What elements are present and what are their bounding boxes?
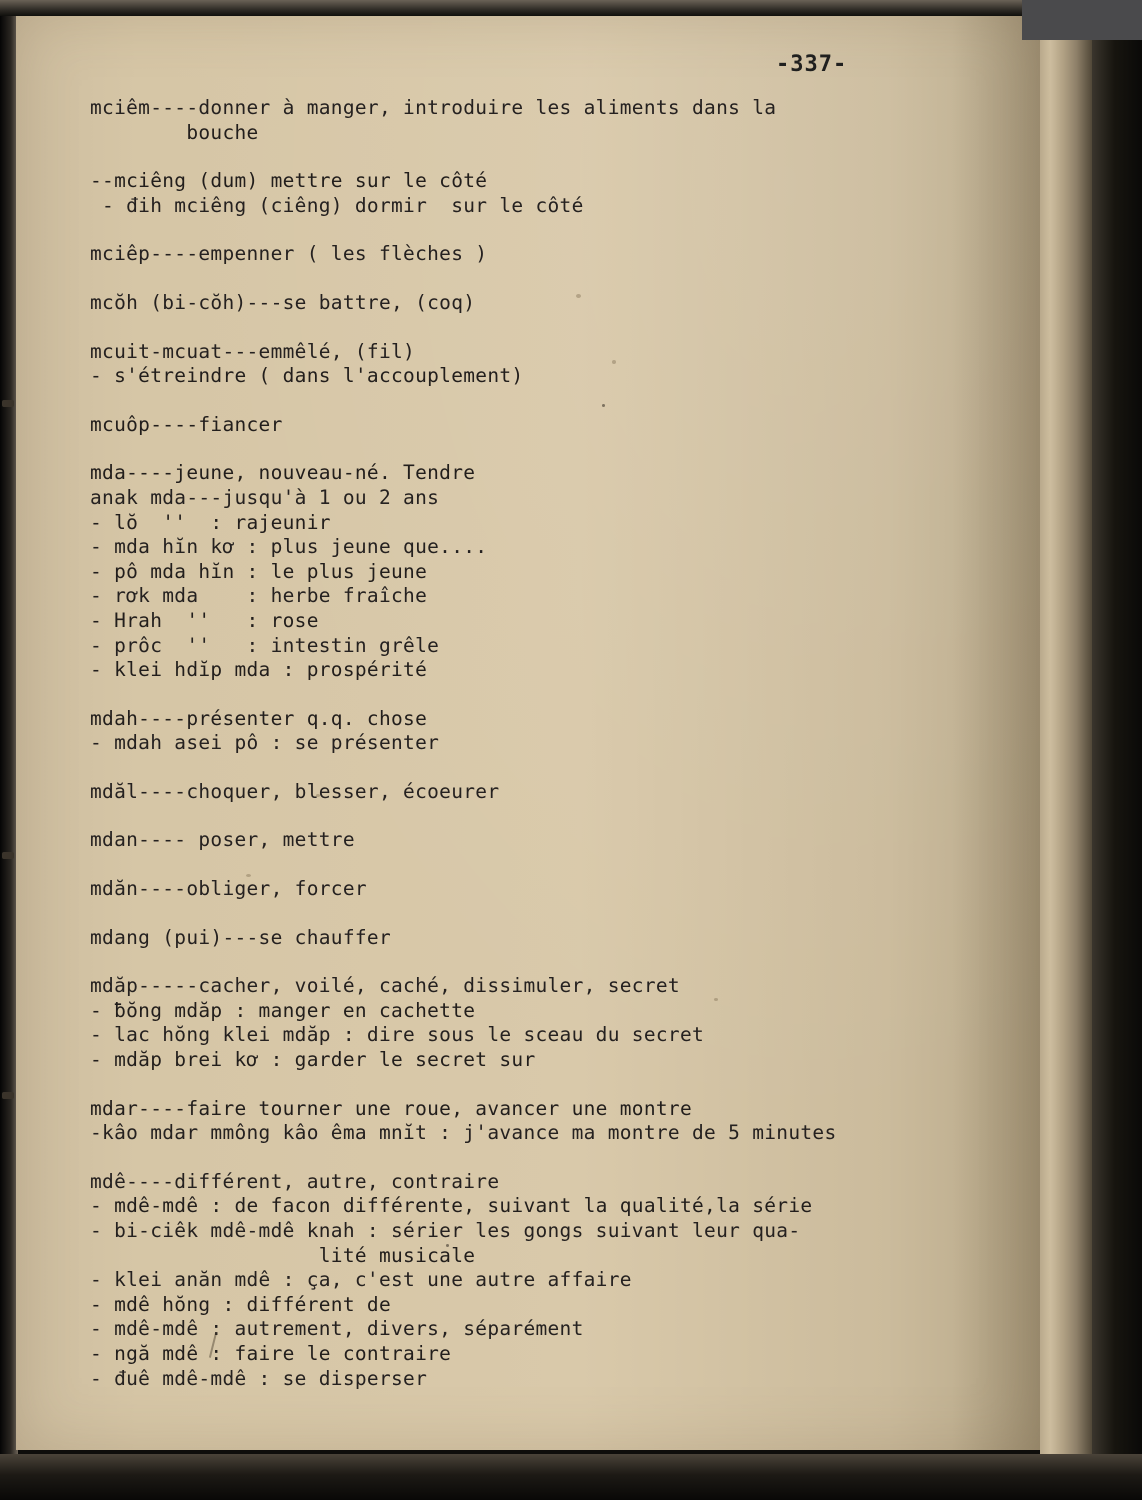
entry-line: mda----jeune, nouveau-né. Tendre	[90, 461, 476, 485]
entry-spacer	[90, 853, 990, 877]
entry-line: - pô mda hĭn : le plus jeune	[90, 559, 428, 583]
entry-line: mciêp----empenner ( les flèches )	[90, 242, 488, 266]
entry-spacer	[90, 804, 990, 828]
binding-mark	[2, 400, 14, 407]
entry-spacer	[90, 218, 990, 242]
entry-line: mdan---- poser, mettre	[90, 828, 355, 852]
entry-line: - đuê mdê-mdê : se disperser	[90, 1366, 428, 1390]
entry-spacer	[90, 437, 990, 461]
entry-line: - mdê-mdê : autrement, divers, séparément	[90, 1317, 584, 1341]
entry-line: mdang (pui)---se chauffer	[90, 925, 391, 949]
entry-line: mdah----présenter q.q. chose	[90, 706, 428, 730]
entry-line: mdê----différent, autre, contraire	[90, 1169, 500, 1193]
entry-line: - lac hŏng klei mdăp : dire sous le sceau du secret	[90, 1023, 705, 1047]
scan-top-shadow	[0, 0, 1142, 16]
entry-line: - mdah asei pô : se présenter	[90, 731, 440, 755]
binding-mark	[2, 852, 14, 859]
entry-line: - rơk mda : herbe fraîche	[90, 584, 428, 608]
document-page	[16, 14, 1042, 1450]
entry-spacer	[90, 1073, 990, 1097]
entry-line: - mdăp brei kơ : garder le secret sur	[90, 1048, 536, 1072]
entry-line: - Hrah '' : rose	[90, 608, 319, 632]
entry-line: mcŏh (bi-cŏh)---se battre, (coq)	[90, 290, 476, 314]
entry-line: - bi-ciêk mdê-mdê knah : sérier les gongs suivant leur qua-	[90, 1219, 801, 1242]
scan-corner-fixture	[1022, 0, 1142, 40]
scan-bottom-shadow	[0, 1454, 1142, 1500]
entry-spacer	[90, 683, 990, 707]
entry-line: mcuit-mcuat---emmêlé, (fil)	[90, 339, 416, 363]
entry-line: mciêm----donner à manger, introduire les aliments dans la	[90, 96, 777, 119]
entry-spacer	[90, 316, 990, 340]
entry-line: mdăp-----cacher, voilé, caché, dissimuler, secret	[90, 974, 680, 998]
entry-line: --mciêng (dum) mettre sur le côté	[90, 169, 488, 193]
entry-line: mdăl----choquer, blesser, écoeurer	[90, 779, 500, 803]
entry-line: mdar----faire tourner une roue, avancer une montre	[90, 1096, 692, 1120]
entry-line: - mdê hŏng : différent de	[90, 1292, 391, 1316]
entry-line: anak mda---jusqu'à 1 ou 2 ans	[90, 485, 440, 509]
entry-line: - s'étreindre ( dans l'accouplement)	[90, 364, 524, 388]
entry-line: -kâo mdar mmông kâo êma mnĭt : j'avance ma montre de 5 minutes	[90, 1121, 837, 1145]
entry-spacer	[90, 145, 990, 169]
entry-spacer	[90, 267, 990, 291]
entry-line: lité musicale	[90, 1243, 476, 1267]
dictionary-entries	[90, 96, 990, 1391]
entry-line: - mda hĭn kơ : plus jeune que....	[90, 535, 488, 559]
entry-spacer	[90, 389, 990, 413]
entry-spacer	[90, 902, 990, 926]
entry-line: - mdê-mdê : de facon différente, suivant la qualité,la série	[90, 1194, 813, 1218]
entry-spacer	[90, 1146, 990, 1170]
entry-spacer	[90, 950, 990, 974]
entry-line: mdăn----obliger, forcer	[90, 877, 367, 901]
entry-line: - đih mciêng (ciêng) dormir sur le côté	[90, 193, 584, 217]
entry-line: - ngă mdê : faire le contraire	[90, 1341, 452, 1365]
entry-line: - klei hdĭp mda : prospérité	[90, 658, 428, 682]
entry-line: - klei anăn mdê : ça, c'est une autre affaire	[90, 1268, 632, 1292]
book-right-shadow	[1092, 0, 1142, 1500]
book-page-block	[1040, 0, 1092, 1500]
entry-line: mcuôp----fiancer	[90, 412, 283, 436]
page-number: -337-	[776, 52, 848, 77]
entry-line: - ƀŏng mdăp : manger en cachette	[90, 998, 476, 1022]
entry-line: - prôc '' : intestin grêle	[90, 633, 440, 657]
binding-mark	[2, 1092, 14, 1099]
entry-line: - lŏ '' : rajeunir	[90, 510, 331, 534]
entry-spacer	[90, 756, 990, 780]
entry-line: bouche	[90, 120, 259, 144]
